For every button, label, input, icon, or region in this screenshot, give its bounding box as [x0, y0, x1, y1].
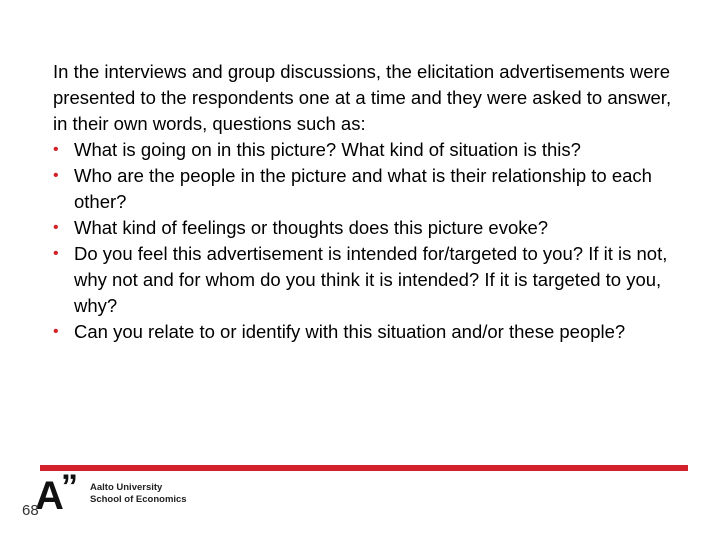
question-text: Who are the people in the picture and what is their relationship to each other? [74, 165, 652, 212]
list-item [53, 319, 683, 345]
question-text: What is going on in this picture? What kind of situation is this? [74, 139, 581, 160]
bullet-icon: • [53, 323, 59, 340]
university-name: Aalto University [90, 482, 163, 493]
page-number: 68 [22, 502, 39, 519]
list-item [53, 215, 683, 241]
intro-paragraph: In the interviews and group discussions, the elicitation advertisements were presented to the respondents one at a time and they were asked to answer, in their own words, questions such as: [53, 61, 672, 134]
list-item [53, 241, 683, 319]
school-name: School of Economics [90, 494, 187, 505]
logo-quote-mark: ” [61, 468, 78, 506]
question-list [53, 137, 683, 345]
list-item [53, 163, 683, 215]
bullet-icon: • [53, 245, 59, 262]
slide-content [53, 59, 683, 345]
question-text: Do you feel this advertisement is intended for/targeted to you? If it is not, why not and for whom do you think it is intended? If it is targeted to you, why? [74, 243, 668, 316]
bullet-icon: • [53, 219, 59, 236]
bullet-icon: • [53, 141, 59, 158]
question-text: What kind of feelings or thoughts does this picture evoke? [74, 217, 549, 238]
bullet-icon: • [53, 167, 59, 184]
question-text: Can you relate to or identify with this situation and/or these people? [74, 321, 626, 342]
list-item [53, 137, 683, 163]
footer-divider [40, 465, 688, 471]
aalto-logo-icon: A [35, 474, 64, 518]
